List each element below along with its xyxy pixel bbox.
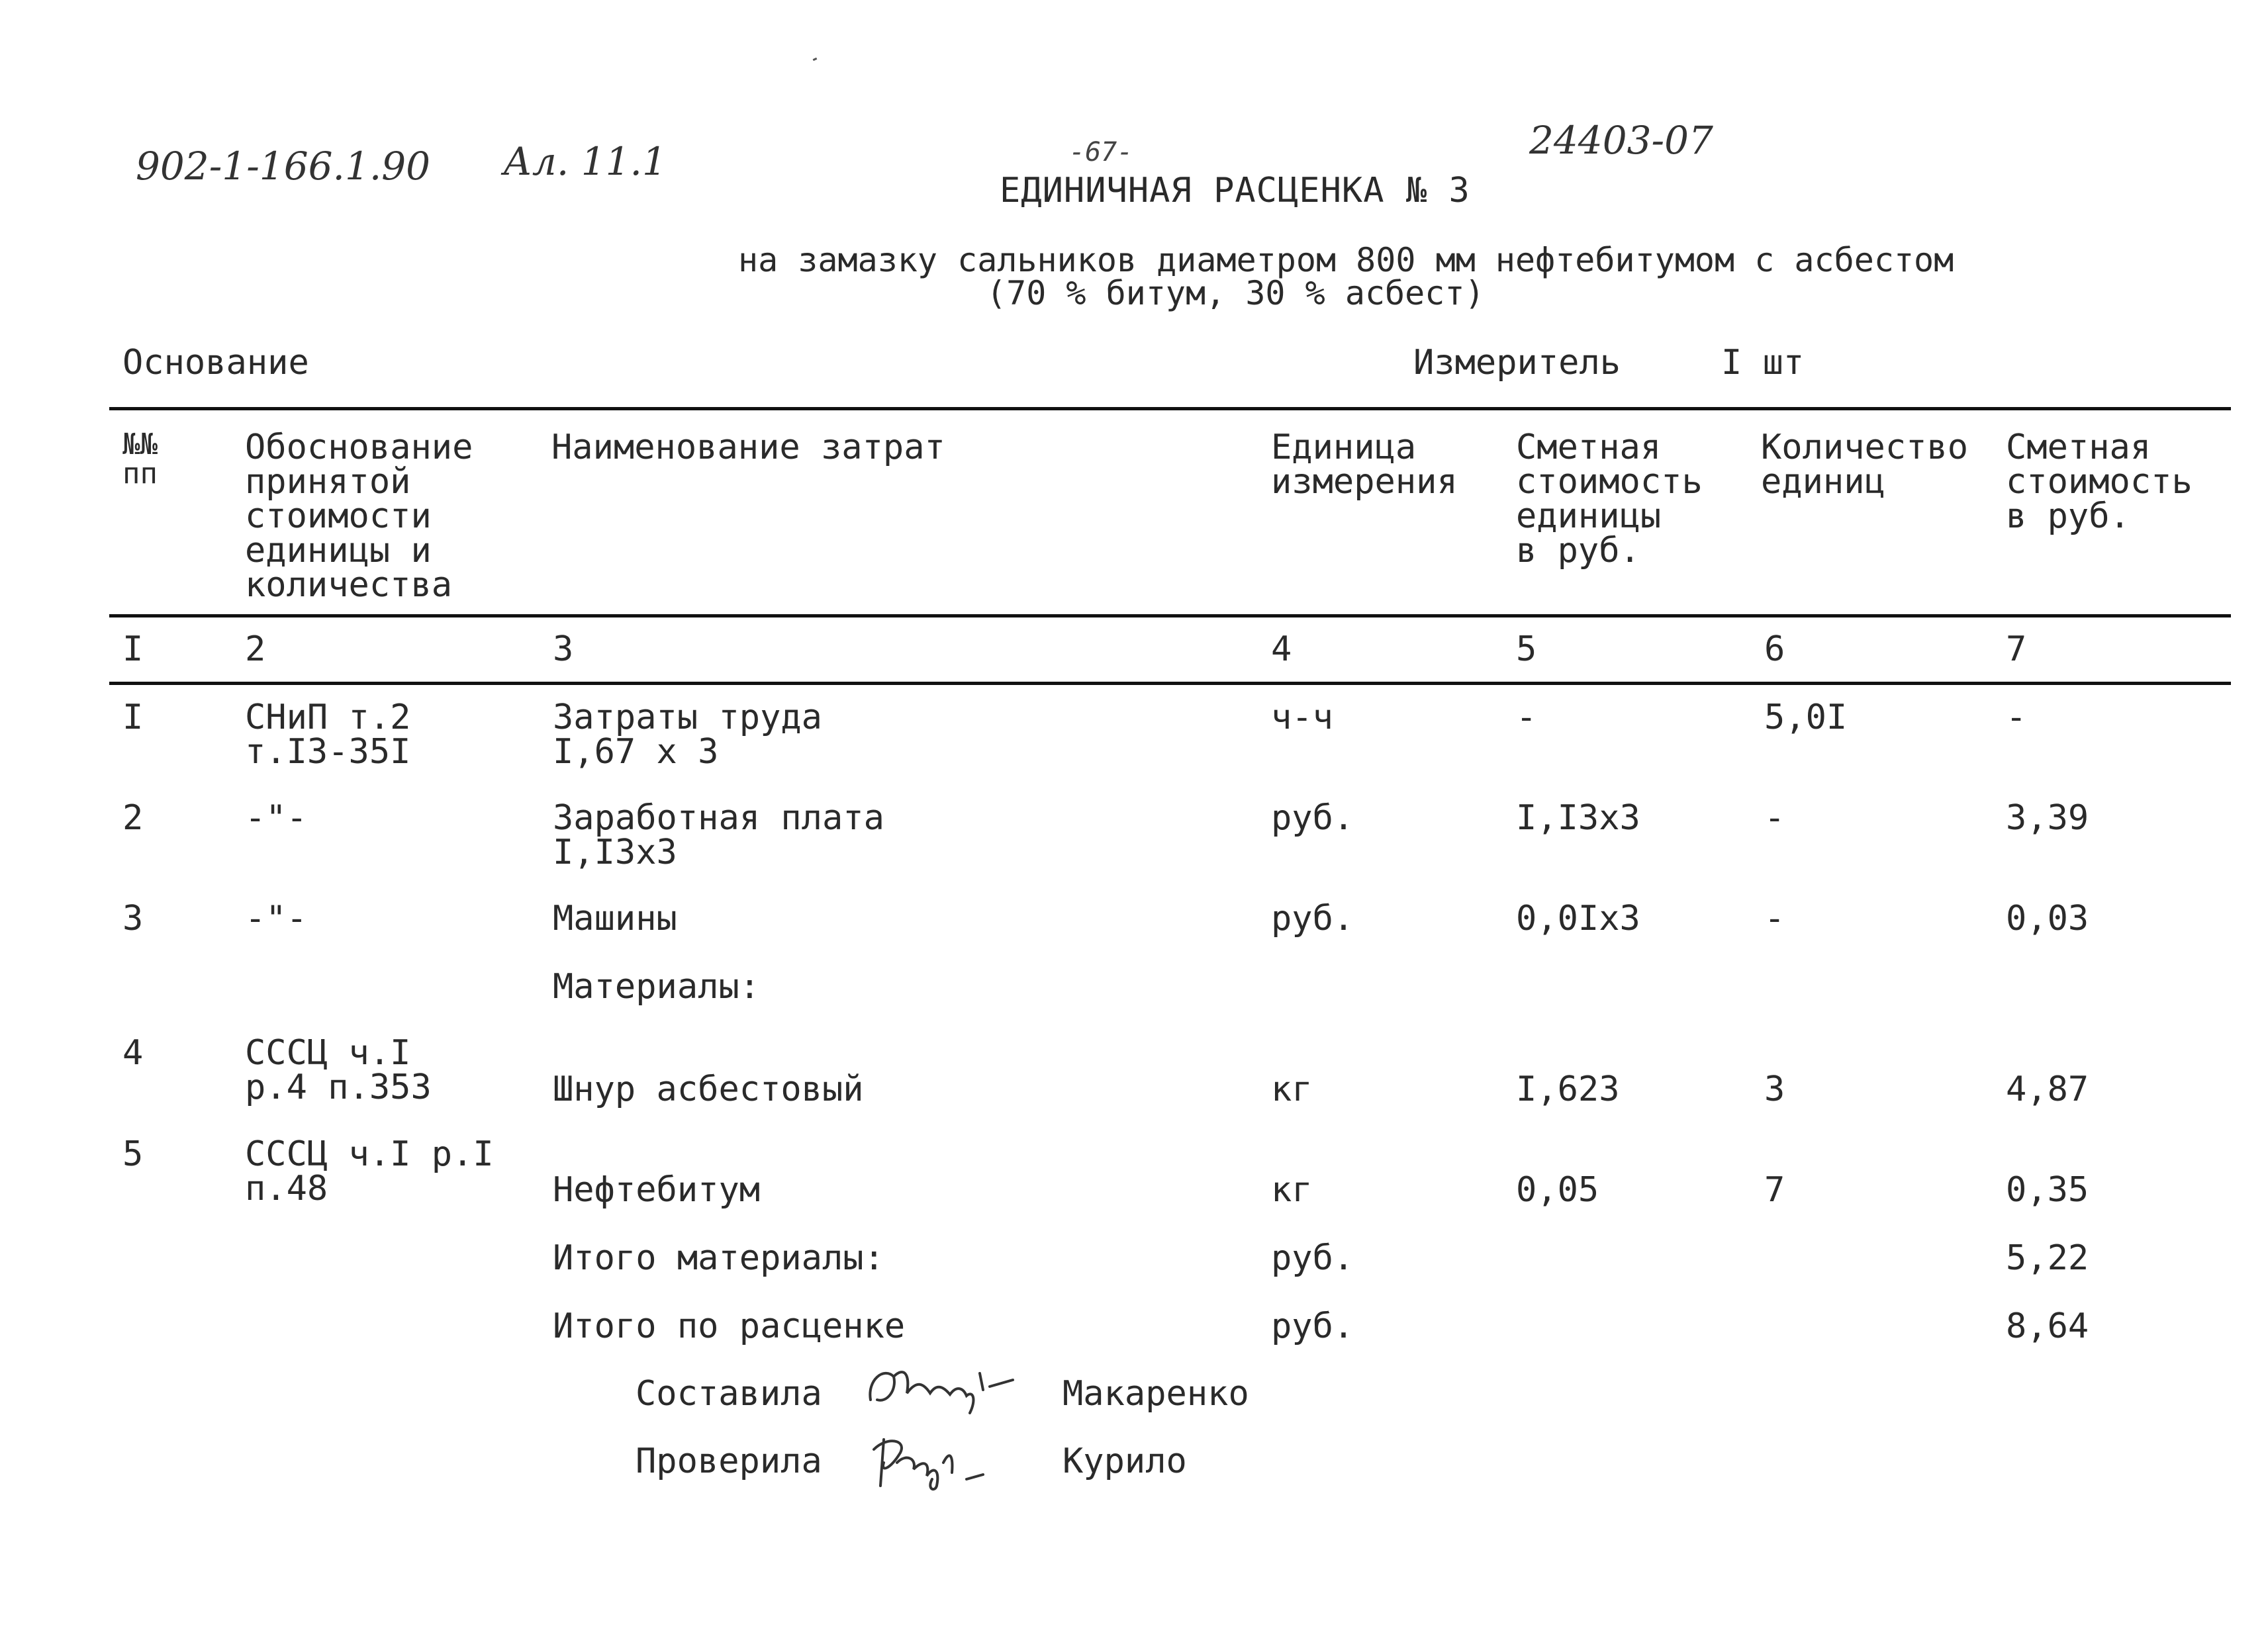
- row-3-unit: руб.: [1271, 899, 1354, 938]
- basis-label: Основание: [122, 343, 309, 383]
- header-unit-price: Сметная стоимость единицы в руб.: [1516, 428, 1703, 570]
- measure-value: I шт: [1721, 343, 1805, 383]
- row-2-num: 2: [122, 798, 144, 838]
- header-total-cost: Сметная стоимость в руб.: [2006, 428, 2193, 536]
- compiled-label: Составила: [636, 1374, 822, 1414]
- row-5-qty: 7: [1764, 1170, 1785, 1210]
- row-3-name: Машины: [553, 899, 677, 938]
- grand-total-cost: 8,64: [2006, 1306, 2089, 1346]
- column-number-2: 2: [245, 629, 266, 669]
- row-2-name: Заработная плата I,I3х3: [553, 798, 884, 872]
- handwritten-album: Ал. 11.1: [503, 139, 667, 184]
- scan-speck: [813, 58, 818, 61]
- row-1-cost: -: [2006, 698, 2027, 737]
- header-name: Наименование затрат: [551, 428, 945, 467]
- materials-heading: Материалы:: [553, 967, 761, 1007]
- materials-total-cost: 5,22: [2006, 1238, 2089, 1278]
- row-4-unit: кг: [1271, 1070, 1313, 1109]
- checked-name: Курило: [1063, 1441, 1187, 1481]
- row-3-num: 3: [122, 899, 144, 938]
- row-1-price: -: [1516, 698, 1537, 737]
- row-3-price: 0,0Iх3: [1516, 899, 1640, 938]
- column-number-3: 3: [553, 629, 574, 669]
- row-2-basis: -"-: [245, 798, 307, 838]
- row-4-name: Шнур асбестовый: [553, 1070, 864, 1109]
- row-1-num: I: [122, 698, 144, 737]
- table-header-rule: [109, 614, 2231, 617]
- document-title: ЕДИНИЧНАЯ РАСЦЕНКА № 3: [1000, 171, 1470, 210]
- table-numbers-rule: [109, 682, 2231, 685]
- row-5-num: 5: [122, 1134, 144, 1174]
- document-subtitle-line2: (70 % битум, 30 % асбест): [986, 274, 1485, 312]
- row-1-qty: 5,0I: [1764, 698, 1848, 737]
- measure-label: Измеритель: [1413, 343, 1621, 383]
- row-1-unit: ч-ч: [1271, 698, 1333, 737]
- compiled-name: Макаренко: [1063, 1374, 1249, 1414]
- row-4-qty: 3: [1764, 1070, 1785, 1109]
- column-number-5: 5: [1516, 629, 1537, 669]
- column-number-7: 7: [2006, 629, 2027, 669]
- row-2-cost: 3,39: [2006, 798, 2089, 838]
- row-2-qty: -: [1764, 798, 1785, 838]
- header-quantity: Количество единиц: [1761, 428, 1969, 502]
- row-4-num: 4: [122, 1033, 144, 1073]
- column-number-1: I: [122, 629, 144, 669]
- row-1-basis: СНиП т.2 т.I3-35I: [245, 698, 411, 772]
- materials-total-unit: руб.: [1271, 1238, 1354, 1278]
- row-3-cost: 0,03: [2006, 899, 2089, 938]
- header-unit: Единица измерения: [1271, 428, 1458, 502]
- row-2-price: I,I3х3: [1516, 798, 1640, 838]
- document-subtitle-line1: на замазку сальников диаметром 800 мм нефтебитумом с асбестом: [738, 241, 1954, 279]
- page-number: -67-: [1069, 137, 1133, 167]
- row-2-unit: руб.: [1271, 798, 1354, 838]
- row-4-cost: 4,87: [2006, 1070, 2089, 1109]
- row-1-name: Затраты труда I,67 х 3: [553, 698, 822, 772]
- row-5-unit: кг: [1271, 1170, 1313, 1210]
- handwritten-number: 24403-07: [1529, 118, 1713, 163]
- checked-label: Проверила: [636, 1441, 822, 1481]
- column-number-6: 6: [1764, 629, 1785, 669]
- grand-total-unit: руб.: [1271, 1306, 1354, 1346]
- row-3-qty: -: [1764, 899, 1785, 938]
- header-basis: Обоснование принятой стоимости единицы и количества: [245, 428, 473, 605]
- row-5-name: Нефтебитум: [553, 1170, 761, 1210]
- row-4-price: I,623: [1516, 1070, 1620, 1109]
- table-top-rule: [109, 407, 2231, 410]
- column-number-4: 4: [1271, 629, 1292, 669]
- handwritten-code: 902-1-166.1.90: [136, 144, 431, 189]
- row-4-basis: СССЦ ч.I р.4 п.353: [245, 1033, 432, 1107]
- row-5-cost: 0,35: [2006, 1170, 2089, 1210]
- checked-signature: [861, 1423, 1006, 1502]
- grand-total-label: Итого по расценке: [553, 1306, 906, 1346]
- materials-total-label: Итого материалы:: [553, 1238, 884, 1278]
- compiled-signature: [857, 1353, 1029, 1420]
- row-3-basis: -"-: [245, 899, 307, 938]
- header-num: №№ пп: [122, 428, 158, 490]
- row-5-basis: СССЦ ч.I р.I п.48: [245, 1134, 494, 1209]
- row-5-price: 0,05: [1516, 1170, 1599, 1210]
